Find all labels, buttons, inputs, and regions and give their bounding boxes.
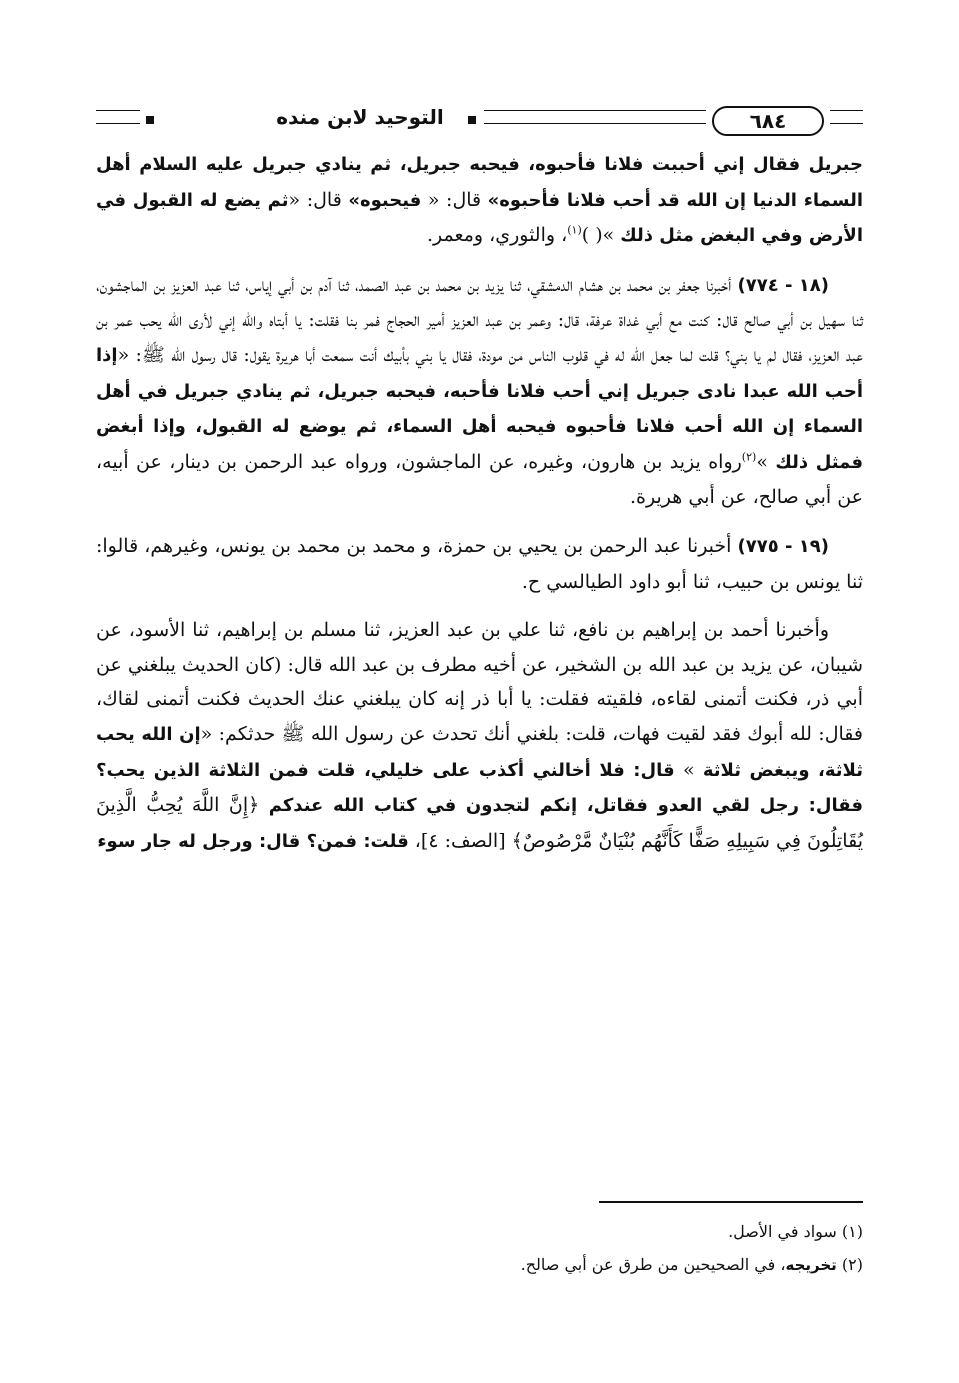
header-square-ornament xyxy=(146,116,154,124)
body-text xyxy=(96,147,863,873)
text: ، في الصحيحين من طرق عن أبي صالح. xyxy=(520,1255,786,1274)
paragraph-hadith-775 xyxy=(96,529,863,599)
footnote-ref: (١) xyxy=(567,223,582,237)
header-rule xyxy=(830,110,863,111)
hadith-text: قال: فلا أخالني أكذب على خليلي، قلت فمن الثلاثة الذين يحب؟ فقال: رجل لقي العدو فقاتل، إنكم لتجدون في كتاب الله عندكم xyxy=(96,759,863,817)
paragraph-chain xyxy=(96,613,863,859)
header-rule xyxy=(96,110,140,111)
footnote-ref: (٢) xyxy=(741,450,757,464)
text: قال: « xyxy=(288,188,349,211)
hadith-text: ثم يضع له القبول في الأرض وفي البغض مثل ذلك xyxy=(96,189,863,247)
footnote-1: (١) سواد في الأصل. xyxy=(728,1222,863,1241)
text: وأخبرنا أحمد بن إبراهيم بن نافع، ثنا علي بن عبد العزيز، ثنا مسلم بن إبراهيم، ثنا الأسود، عن شيبان، عن يزيد بن عبد الله بن الشخير، عن أخيه مطرف بن عبد الله قال: (كان الحديث يبلغني عن أبي ذر، فكنت أتمنى لقاءه، فلقيته فقلت: يا أبا ذر إنه كان يبلغني عنك الحديث فكنت أتمنى لقاك، فقال: لله أبوك فقد لقيت فهات، قلت: بلغني أنك تحدث عن رسول الله ﷺ حدثكم: « xyxy=(96,619,863,745)
hadith-text: إن الله يحب ثلاثة، ويبغض ثلاثة xyxy=(96,723,863,781)
text: ، والثوري، ومعمر. xyxy=(427,224,568,247)
hadith-text: جبريل فقال إني أحببت فلانا فأحبوه، فيحبه جبريل، ثم ينادي جبريل عليه السلام أهل السماء الدنيا إن الله قد أحب فلانا فأحبوه» xyxy=(96,154,863,211)
text: رواه يزيد بن هارون، وغيره، عن الماجشون، ورواه عبد الرحمن بن دينار، عن أبيه، عن أبي صالح، عن أبي هريرة. xyxy=(96,450,863,509)
footnote-separator xyxy=(599,1201,863,1203)
text: قال: « xyxy=(421,188,488,211)
hadith-number: (١٨ - ٧٧٤) xyxy=(737,274,829,296)
footnote-2 xyxy=(96,1248,863,1282)
header-square-ornament xyxy=(468,116,476,124)
header-title: التوحيد لابن منده xyxy=(276,105,444,129)
page-number: ٦٨٤ xyxy=(712,106,824,136)
paragraph-hadith-774 xyxy=(96,268,863,515)
page-header xyxy=(96,103,863,139)
text: أخبرنا عبد الرحمن بن يحيي بن حمزة، و محمد بن محمد بن يونس، وغيرهم، قالوا: ثنا يونس بن حبيب، ثنا أبو داود الطيالسي ح. xyxy=(96,534,863,593)
footnote-label: تخريجه xyxy=(785,1256,837,1274)
hadith-text: إذا أحب الله عبدا نادى جبريل إني أحب فلانا فأحبه، فيحبه جبريل، ثم ينادي جبريل في أهل السماء إن الله أحب فلانا فأحبوه فيحبه أهل السماء، ثم يوضع له القبول، وإذا أبغض فمثل ذلك xyxy=(96,344,863,473)
text: » xyxy=(756,450,776,473)
footnote-number: (٢) xyxy=(836,1255,863,1274)
hadith-text: قلت: فمن؟ قال: ورجل له جار سوء xyxy=(97,830,409,852)
text: أخبرنا جعفر بن محمد بن هشام الدمشقي، ثنا يزيد بن محمد بن عبد الصمد، ثنا آدم بن أبي إياس، ثنا عبد العزيز بن الماجشون، ثنا سهيل بن أبي صالح قال: كنت مع أبي غداة عرفة، قال: وعمر بن عبد العزيز أمير الحجاج فمر بنا فقلت: يا أبتاه والله إني لأرى الله يحب عمر بن عبد العزيز، فقال لم يا بني؟ قلت لما جعل الله له في قلوب الناس من مودة، فقال يا بني بأبيك أنت سمعت أبا هريرة يقول: قال رسول الله ﷺ: « xyxy=(96,273,863,366)
paragraph-continuation xyxy=(96,147,863,254)
header-rule xyxy=(484,123,706,124)
hadith-number: (١٩ - ٧٧٥) xyxy=(737,535,829,557)
header-rule xyxy=(96,123,140,124)
quran-verse: ﴿إِنَّ اللَّهَ يُحِبُّ الَّذِينَ يُقَاتِلُونَ فِي سَبِيلِهِ صَفًّا كَأَنَّهُم بُنْيَانٌ مَّرْصُوصٌ﴾ [الصف: ٤]، xyxy=(96,794,863,852)
hadith-text: فيحبوه» xyxy=(348,189,422,211)
header-rule xyxy=(484,110,706,111)
text: »( ) xyxy=(581,224,621,247)
header-rule xyxy=(830,123,863,124)
footnotes xyxy=(96,1215,863,1282)
text: » xyxy=(674,758,703,781)
